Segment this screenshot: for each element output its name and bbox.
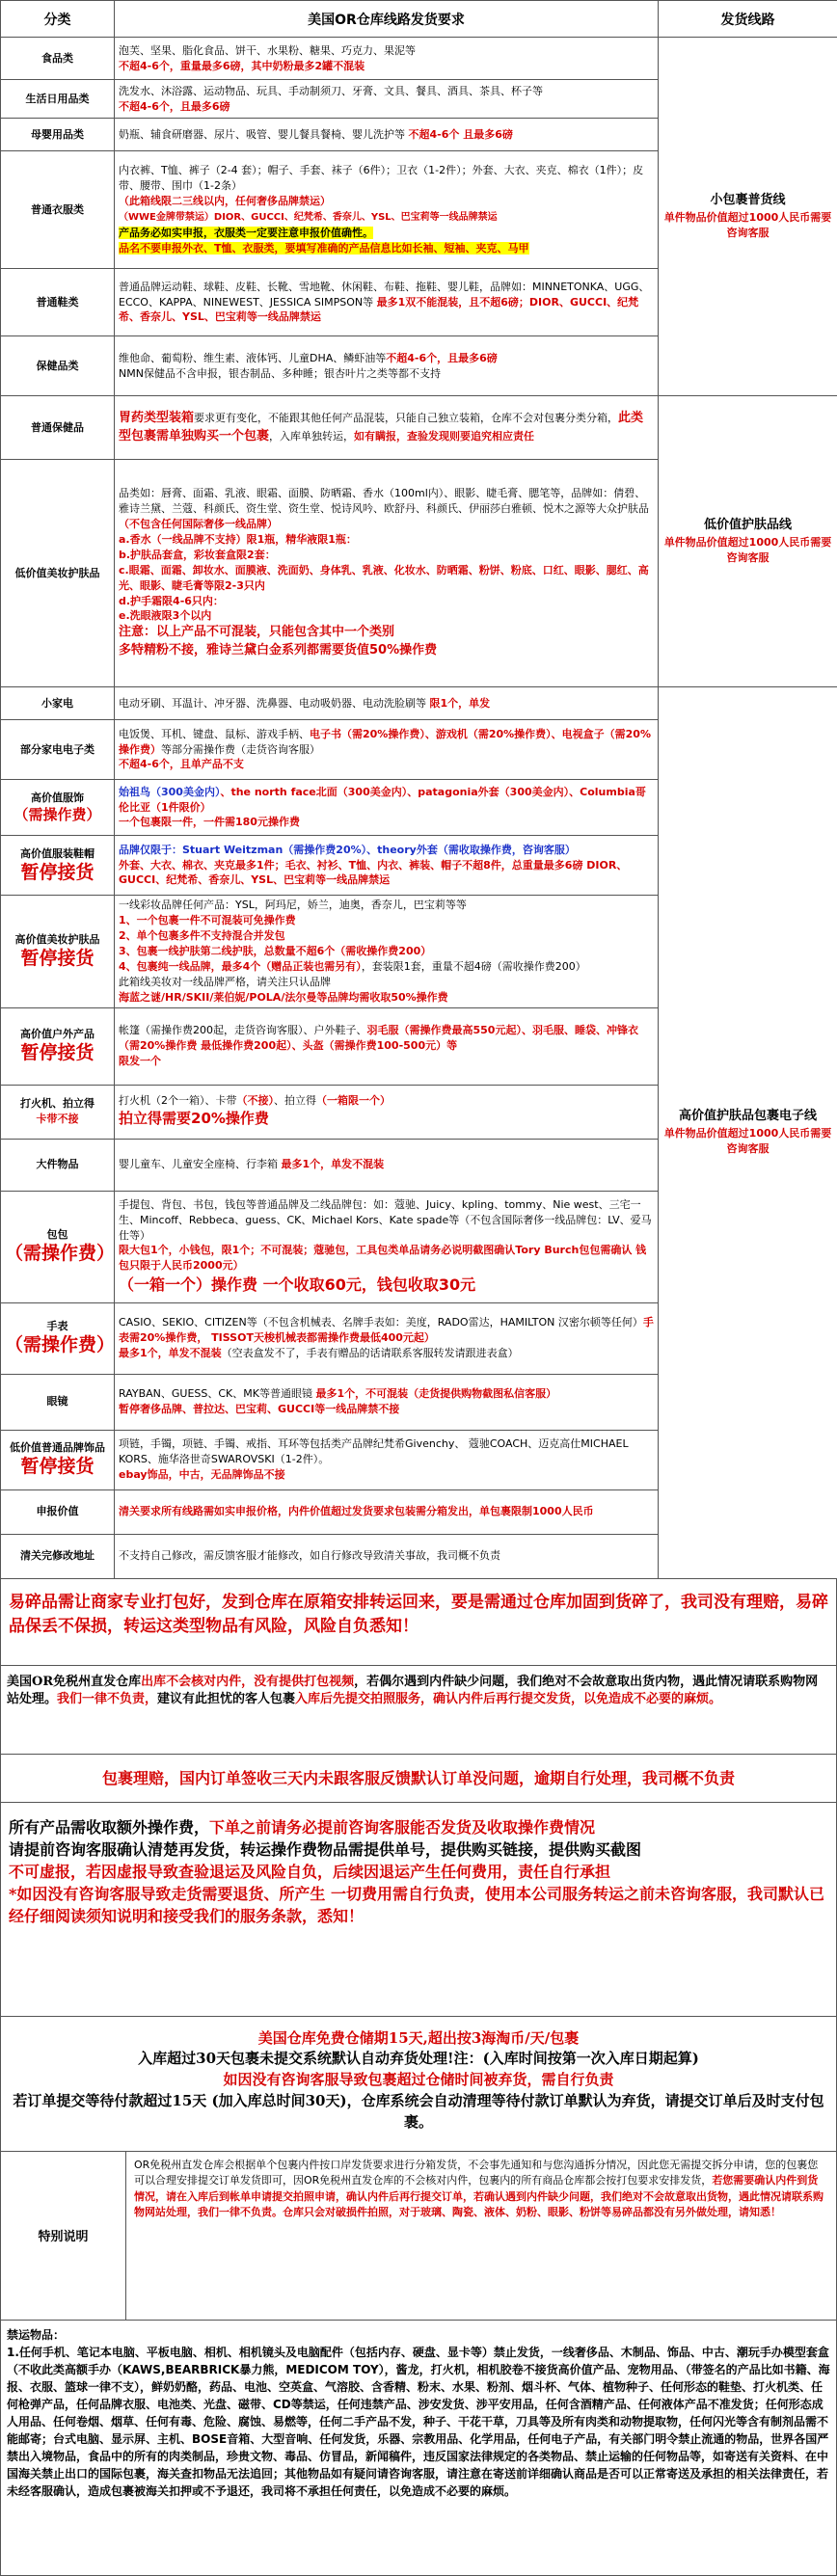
route-high-value: 高价值护肤品包裹电子线 单件物品价值超过1000人民币需要咨询客服 <box>659 687 837 1579</box>
category-food: 食品类 <box>1 38 115 80</box>
requirement-high-value-shoes: 品牌仅限于：Stuart Weitzman（需操作费20%）、theory外套（需收取操作费，咨询客服） 外套、大衣、棉衣、夹克最多1件；毛衣、衬衫、T恤、内衣、裤装、帽子不超8件，总重量最多6磅 DIOR、GUCCI、纪梵希、香奈儿、YSL、巴宝莉等一线品牌禁运 <box>115 836 659 896</box>
category-high-value-apparel: 高价值服饰 （需操作费） <box>1 780 115 836</box>
category-glasses: 眼镜 <box>1 1374 115 1430</box>
requirement-glasses: RAYBAN、GUESS、CK、MK等普通眼镜 最多1个，不可混装（走货提供购物截图私信客服） 暂停奢侈品牌、普拉达、巴宝莉、GUCCI等一线品牌禁不接 <box>115 1374 659 1430</box>
requirement-daily: 洗发水、沐浴露、运动物品、玩具、手动制须刀、牙膏、文具、餐具、酒具、茶具、杯子等 不超4-6个，且最多6磅 <box>115 80 659 119</box>
category-bags: 包包 （需操作费） <box>1 1191 115 1302</box>
requirement-shoes: 普通品牌运动鞋、球鞋、皮鞋、长靴、雪地靴、休闲鞋、布鞋、拖鞋、婴儿鞋，品牌如：MINNETONKA、UGG、ECCO、KAPPA、NINEWEST、JESSICA SIMPSON等 最多1双不能混装，且不超6磅；DIOR、GUCCI、纪梵希、香奈儿、YSL、巴宝莉等一线品牌禁运 <box>115 269 659 336</box>
category-declared-value: 申报价值 <box>1 1489 115 1534</box>
requirement-bags: 手提包、背包、书包，钱包等普通品牌及二线品牌包：如：蔻驰、Juicy、kpling、tommy、Nie west、三宅一生、Mincoff、Rebbeca、guess、CK、Michael Kors、Kate spade等（不包含国际奢侈一线品牌包：LV、爱马仕等） 限大包1个，小钱包，限1个；不可混装；蔻驰包，工具包类单品请务必说明截图确认Tory Burch包包需确认 钱包只限于人民币2000元） （一箱一个）操作费 一个收取60元，钱包收取30元 <box>115 1191 659 1302</box>
requirement-outdoor: 帐篷（需操作费200起，走货咨询客服）、户外鞋子、羽毛服（需操作费最高550元起）、羽毛服、睡袋、冲锋衣（需20%操作费 最低操作费200起）、头盔（需操作费100-500元）等 限发一个 <box>115 1007 659 1085</box>
category-clothing: 普通衣服类 <box>1 151 115 269</box>
category-large-items: 大件物品 <box>1 1139 115 1191</box>
category-normal-health: 普通保健品 <box>1 396 115 460</box>
category-low-value-cosmetics: 低价值美妆护肤品 <box>1 460 115 687</box>
category-baby: 母婴用品类 <box>1 119 115 151</box>
requirement-jewelry: 项链，手镯，项链、手镯、戒指、耳环等包括类产品牌纪梵希Givenchy、 蔻驰COACH、迈克高仕MICHAEL KORS、施华洛世奇SWAROVSKI（1-2件）。 ebay饰品，中古，无品牌饰品不接 <box>115 1430 659 1489</box>
category-outdoor: 高价值户外产品 暂停接货 <box>1 1007 115 1085</box>
route-low-value-skincare: 低价值护肤品线 单件物品价值超过1000人民币需要咨询客服 <box>659 396 837 687</box>
header-route: 发货线路 <box>659 1 837 38</box>
category-high-value-cosmetics: 高价值美妆护肤品 暂停接货 <box>1 896 115 1008</box>
prohibited-items: 禁运物品： 1.任何手机、笔记本电脑、平板电脑、相机、相机镜头及电脑配件（包括内存、硬盘、显卡等）禁止发货，一线奢侈品、木制品、饰品、中古、潮玩手办模型套盒（不收此类高额手办（KAWS,BEARBRICK暴力熊，MEDICOM TOY），酱龙，打火机，相机胶卷不接货高价值产品、宠物用品、（带签名的产品比如书籍、海报、衣服、篮球一律不支），鲜奶奶酪，药品、电池、空英盒、气溶胶、含香精、粉末、水果、粉剂、烟斗杯、气体、植物种子、任何形态的鞋垫、打火机类、任何枪弹产品，任何品牌衣服、电池类、光盘、磁带、CD等禁运，任何违禁产品、涉安发货、涉平安用品，任何含酒精产品、任何液体产品不准发货；任何形态成人用品、任何卷烟、烟草、任何有毒、危险、腐蚀、易燃等，任何二手产品不发，种子、干花干草，刀具等及所有肉类和动物提取物，任何闪光等含有制剂品需不能邮寄；台式电脑、显示屏、主机、BOSE音箱、大型音响、任何发货，乐器、宗教用品、化学用品，任何电子产品，有关部门明令禁止流通的物品，世界各国严禁出入境物品，食品中的所有的肉类制品，珍贵文物、毒品、仿冒品，新闻稿件，违反国家法律规定的各类物品、禁止运输的任何物品等，如寄送有关资料、在中国海关禁止出口的国际包裹，海关查扣物品无法追回；其他物品如有疑问请咨询客服，请注意在寄送前详细确认商品是否可以正常寄送及承担的相关法律责任，若未经客服确认，造成包裹被海关扣押或不予退还，我司将不承担任何责任，以免造成不必要的麻烦。 <box>0 2321 837 2576</box>
category-watches: 手表 （需操作费） <box>1 1302 115 1374</box>
requirement-high-value-cosmetics: 一线彩妆品牌任何产品：YSL，阿玛尼，娇兰，迪奥，香奈儿，巴宝莉等等 1、一个包裹一件不可混装可免操作费 2、单个包裹多件不支持混合并发包 3、包裹一线护肤第二线护肤，总数量不超6个（需收操作费200） 4、包裹纯一线品牌，最多4个（赠品正装也需另有），套装限1套，重量不超4磅（需收操作费200） 此箱线美妆对一线品牌严格，请关注只认品牌 海蓝之谜/HR/SKII/莱伯妮/POLA/法尔曼等品牌均需收取50%操作费 <box>115 896 659 1008</box>
requirement-watches: CASIO、SEKIO、CITIZEN等（不包含机械表、名牌手表如：美度，RADO雷达，HAMILTON 汉密尔顿等任何）手表需20%操作费， TISSOT天梭机械表都需操作费最低400元起） 最多1个，单发不混装（空表盒发不了，手表有赠品的话请联系客服转发请跟进表盒） <box>115 1302 659 1374</box>
requirement-lighter: 打火机（2个一箱）、卡带（不接）、拍立得（一箱限一个） 拍立得需要20%操作费 <box>115 1085 659 1139</box>
requirement-clothing: 内衣裤、T恤、裤子（2-4 套）；帽子、手套、袜子（6件）；卫衣（1-2件）；外套、大衣、夹克、棉衣（1件）；皮带、腰带、围巾（1-2条） （此箱线限二三线以内，任何奢侈品牌禁运） （WWE金牌带禁运）DIOR、GUCCI、纪梵希、香奈儿、YSL、巴宝莉等一线品牌禁运 产品务必如实申报，衣服类一定要注意申报价值确性。 品名不要申报外衣、T恤、衣服类，要填写准确的产品信息比如长袖、短袖、夹克、马甲 <box>115 151 659 269</box>
inspection-notice: 美国OR免税州直发仓库出库不会核对内件，没有提供打包视频，若偶尔遇到内件缺少问题，我们绝对不会故意取出货内物，遇此情况请联系购物网站处理。我们一律不负责，建议有此担忧的客人包裹入库后先提交拍照服务，确认内件后再行提交发货，以免造成不必要的麻烦。 <box>0 1666 837 1755</box>
requirement-small-appliance: 电动牙刷、耳温计、冲牙器、洗鼻器、电动吸奶器、电动洗脸刷等 限1个，单发 <box>115 687 659 720</box>
category-small-appliance: 小家电 <box>1 687 115 720</box>
fee-notice: 所有产品需收取额外操作费，下单之前请务必提前咨询客服能否发货及收取操作费情况 请提前咨询客服确认清楚再发货，转运操作费物品需提供单号，提供购买链接，提供购买截图 不可虚报，若因虚报导致查验退运及风险自负，后续因退运产生任何费用，责任自行承担 *如因没有咨询客服导致走货需要退货、所产生 一切费用需自行负责，使用本公司服务转运之前未咨询客服，我司默认已经仔细阅读须知说明和接受我们的服务条款，悉知！ <box>0 1803 837 2017</box>
category-shoes: 普通鞋类 <box>1 269 115 336</box>
requirement-food: 泡芙、坚果、脂化食品、饼干、水果粉、糖果、巧克力、果泥等 不超4-6个，重量最多6磅，其中奶粉最多2罐不混装 <box>115 38 659 80</box>
storage-notice: 美国仓库免费仓储期15天,超出按3海淘币/天/包裹 入库超过30天包裹未提交系统默认自动弃货处理!注：(入库时间按第一次入库日期起算) 如因没有咨询客服导致包裹超过仓储时间被弃货，需自行负责 若订单提交等待付款超过15天 (加入库总时间30天)，仓库系统会自动清理等待付款订单默认为弃货，请提交订单后及时支付包裹。 <box>0 2017 837 2152</box>
special-notes-label: 特别说明 <box>1 2152 126 2320</box>
special-notes <box>0 2152 837 2321</box>
requirement-low-value-cosmetics: 品类如：唇膏、面霜、乳液、眼霜、面膜、防晒霜、香水（100ml内）、眼影、睫毛膏、腮笔等，品牌如：倩碧、雅诗兰黛、兰蔻、科颜氏、资生堂、资生堂、悦诗风吟、欧舒丹、科颜氏、伊丽莎白雅顿、悦木之源等大众护肤品（不包含任何国际奢侈一线品牌） a.香水（一线品牌不支持）限1瓶，精华液限1瓶： b.护肤品套盒，彩妆套盒限2套： c.眼霜、面霜、卸妆水、面膜液、洗面奶、身体乳、乳液、化妆水、防晒霜、粉饼、粉底、口红、眼影、腮红、高光、眼影、睫毛膏等限2-3只内 d.护手霜限4-6只内： e.洗眼液限3个以内 注意：以上产品不可混装，只能包含其中一个类别 多特精粉不接，雅诗兰黛白金系列都需要货值50%操作费 <box>115 460 659 687</box>
category-health: 保健品类 <box>1 336 115 396</box>
requirement-normal-health: 胃药类型装箱要求更有变化，不能跟其他任何产品混装，只能自己独立装箱，仓库不会对包裹分类分箱，此类型包裹需单独购买一个包裹，入库单独转运，如有瞒报，查验发现则要追究相应责任 <box>115 396 659 460</box>
category-jewelry: 低价值普通品牌饰品 暂停接货 <box>1 1430 115 1489</box>
requirement-baby: 奶瓶、辅食研磨器、尿片、吸管、婴儿餐具餐椅、婴儿洗护等 不超4-6个 且最多6磅 <box>115 119 659 151</box>
requirement-electronics: 电饭煲、耳机、键盘、鼠标、游戏手柄、电子书（需20%操作费）、游戏机（需20%操作费）、电视盒子（需20%操作费）等部分需操作费（走货咨询客服） 不超4-6个，且单产品不支 <box>115 720 659 780</box>
header-requirement: 美国OR仓库线路发货要求 <box>115 1 659 38</box>
requirement-health: 维他命、葡萄粉、维生素、液体钙、儿童DHA、鳞虾油等不超4-6个，且最多6磅 NMN保健品不含申报，银杏制品、多种睡；银杏叶片之类等都不支持 <box>115 336 659 396</box>
category-high-value-shoes: 高价值服装鞋帽 暂停接货 <box>1 836 115 896</box>
requirement-high-value-apparel: 始祖鸟（300美金内）、the north face北面（300美金内）、patagonia外套（300美金内）、Columbia哥伦比亚（1件限价） 一个包裹限一件，一件需180元操作费 <box>115 780 659 836</box>
category-electronics: 部分家电电子类 <box>1 720 115 780</box>
requirement-large-items: 婴儿童车、儿童安全座椅、行李箱 最多1个，单发不混装 <box>115 1139 659 1191</box>
route-small-parcel: 小包裹普货线 单件物品价值超过1000人民币需要咨询客服 <box>659 38 837 396</box>
requirement-declared-value: 清关要求所有线路需如实申报价格，内件价值超过发货要求包装需分箱发出，单包裹限制1000人民币 <box>115 1489 659 1534</box>
special-notes-text: OR免税州直发仓库会根据单个包裹内件按口岸发货要求进行分箱发货，不会事先通知和与您沟通拆分情况，因此您无需提交拆分申请，您的包裹您可以合理安排提交订单发货即可，因OR免税州直发仓库的不会核对内件，包裹内的所有商品仓库都会按打包要求安排发货，若您需要确认内件到货情况，请在入库后到帐单申请提交拍照申请，确认内件后再行提交订单，若确认遇到内件缺少问题，我们绝对不会故意取出货物，遇此情况请联系购物网站处理，我们一律不负责。仓库只会对破损件拍照，对于玻璃、陶瓷、液体、奶粉、眼影、粉饼等易碎品都没有另外做处理，请知悉！ <box>126 2152 836 2320</box>
claim-notice: 包裹理赔，国内订单签收三天内未跟客服反馈默认订单没问题，逾期自行处理，我司概不负责 <box>0 1755 837 1803</box>
category-daily: 生活日用品类 <box>1 80 115 119</box>
header-category: 分类 <box>1 1 115 38</box>
category-lighter: 打火机、拍立得 卡带不接 <box>1 1085 115 1139</box>
category-address-change: 清关完修改地址 <box>1 1534 115 1578</box>
requirement-address-change: 不支持自己修改，需反馈客服才能修改，如自行修改导致清关事故，我司概不负责 <box>115 1534 659 1578</box>
fragile-notice: 易碎品需让商家专业打包好，发到仓库在原箱安排转运回来，要是需通过仓库加固到货碎了，我司没有理赔，易碎品保丢不保损，转运这类型物品有风险，风险自负悉知！ <box>0 1579 837 1666</box>
